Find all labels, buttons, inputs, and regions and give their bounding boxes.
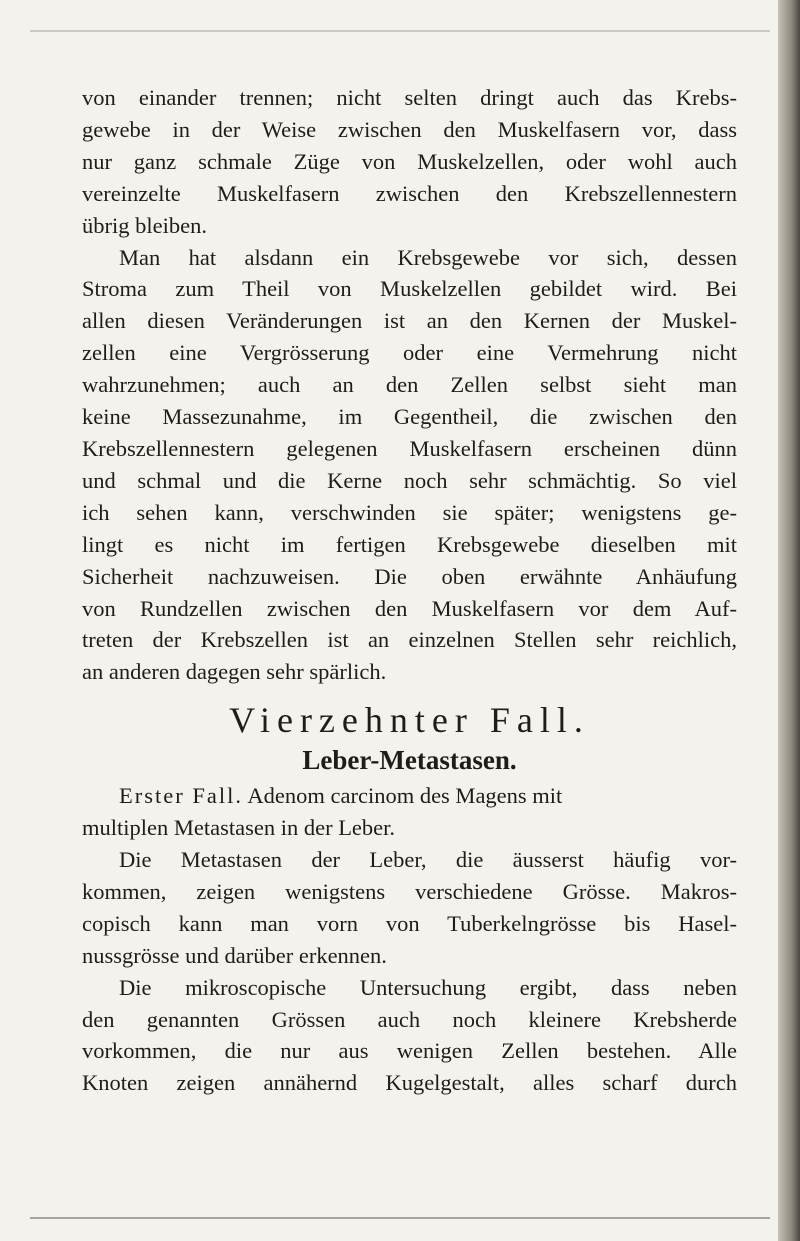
section-subheading: Leber-Metastasen. — [302, 745, 517, 776]
text-line: ich sehen kann, verschwinden sie später; wenigstens ge- — [82, 499, 737, 525]
paragraph-2 — [82, 242, 737, 689]
text-line: nur ganz schmale Züge von Muskelzellen, oder wohl auch — [82, 148, 737, 174]
text-line: Man hat alsdann ein Krebsgewebe vor sich, dessen — [119, 244, 737, 270]
text-line: keine Massezunahme, im Gegentheil, die zwischen den — [82, 404, 737, 430]
case-title-rest: Adenom carcinom des Magens mit — [247, 783, 563, 809]
text-line: Sicherheit nachzuweisen. Die oben erwähnte Anhäufung — [82, 563, 737, 589]
case-label: Erster Fall. — [119, 783, 243, 809]
text-line: lingt es nicht im fertigen Krebsgewebe dieselben mit — [82, 531, 737, 557]
text-line: zellen eine Vergrösserung oder eine Vermehrung nicht — [82, 340, 737, 366]
text-line: Stroma zum Theil von Muskelzellen gebildet wird. Bei — [82, 276, 737, 302]
bottom-rule — [30, 1217, 770, 1219]
text-line: vereinzelte Muskelfasern zwischen den Krebszellennestern — [82, 180, 737, 206]
page-text — [82, 82, 737, 1099]
text-line: Die Metastasen der Leber, die äusserst häufig vor- — [119, 847, 737, 873]
text-line: nussgrösse und darüber erkennen. — [82, 942, 387, 968]
text-line: vorkommen, die nur aus wenigen Zellen bestehen. Alle — [82, 1038, 737, 1064]
text-line: gewebe in der Weise zwischen den Muskelfasern vor, dass — [82, 116, 737, 142]
text-line: von einander trennen; nicht selten dringt auch das Krebs- — [82, 85, 737, 110]
page-edge — [778, 0, 800, 1241]
section-heading: Vierzehnter Fall. — [229, 700, 590, 741]
paragraph-3 — [82, 844, 737, 972]
text-line: multiplen Metastasen in der Leber. — [82, 815, 396, 841]
case-intro — [82, 780, 737, 844]
case-title-line — [82, 780, 737, 812]
top-rule — [30, 30, 770, 32]
text-line: und schmal und die Kerne noch sehr schmächtig. So viel — [82, 467, 737, 493]
text-line: an anderen dagegen sehr spärlich. — [82, 659, 387, 685]
text-line: copisch kann man vorn von Tuberkelngrösse bis Hasel- — [82, 910, 737, 936]
text-line: übrig bleiben. — [82, 212, 207, 238]
text-line: Die mikroscopische Untersuchung ergibt, dass neben — [119, 974, 737, 1000]
text-line: wahrzunehmen; auch an den Zellen selbst sieht man — [82, 372, 737, 398]
paragraph-1 — [82, 82, 737, 242]
text-line: Knoten zeigen annähernd Kugelgestalt, alles scharf durch — [82, 1070, 737, 1096]
text-line: von Rundzellen zwischen den Muskelfasern vor dem Auf- — [82, 595, 737, 621]
text-line: den genannten Grössen auch noch kleinere Krebsherde — [82, 1006, 737, 1032]
paragraph-4 — [82, 972, 737, 1100]
text-line: treten der Krebszellen ist an einzelnen Stellen sehr reichlich, — [82, 627, 737, 653]
text-line: kommen, zeigen wenigstens verschiedene Grösse. Makros- — [82, 878, 737, 904]
text-line: allen diesen Veränderungen ist an den Kernen der Muskel- — [82, 308, 737, 334]
text-line: Krebszellennestern gelegenen Muskelfasern erscheinen dünn — [82, 435, 737, 461]
